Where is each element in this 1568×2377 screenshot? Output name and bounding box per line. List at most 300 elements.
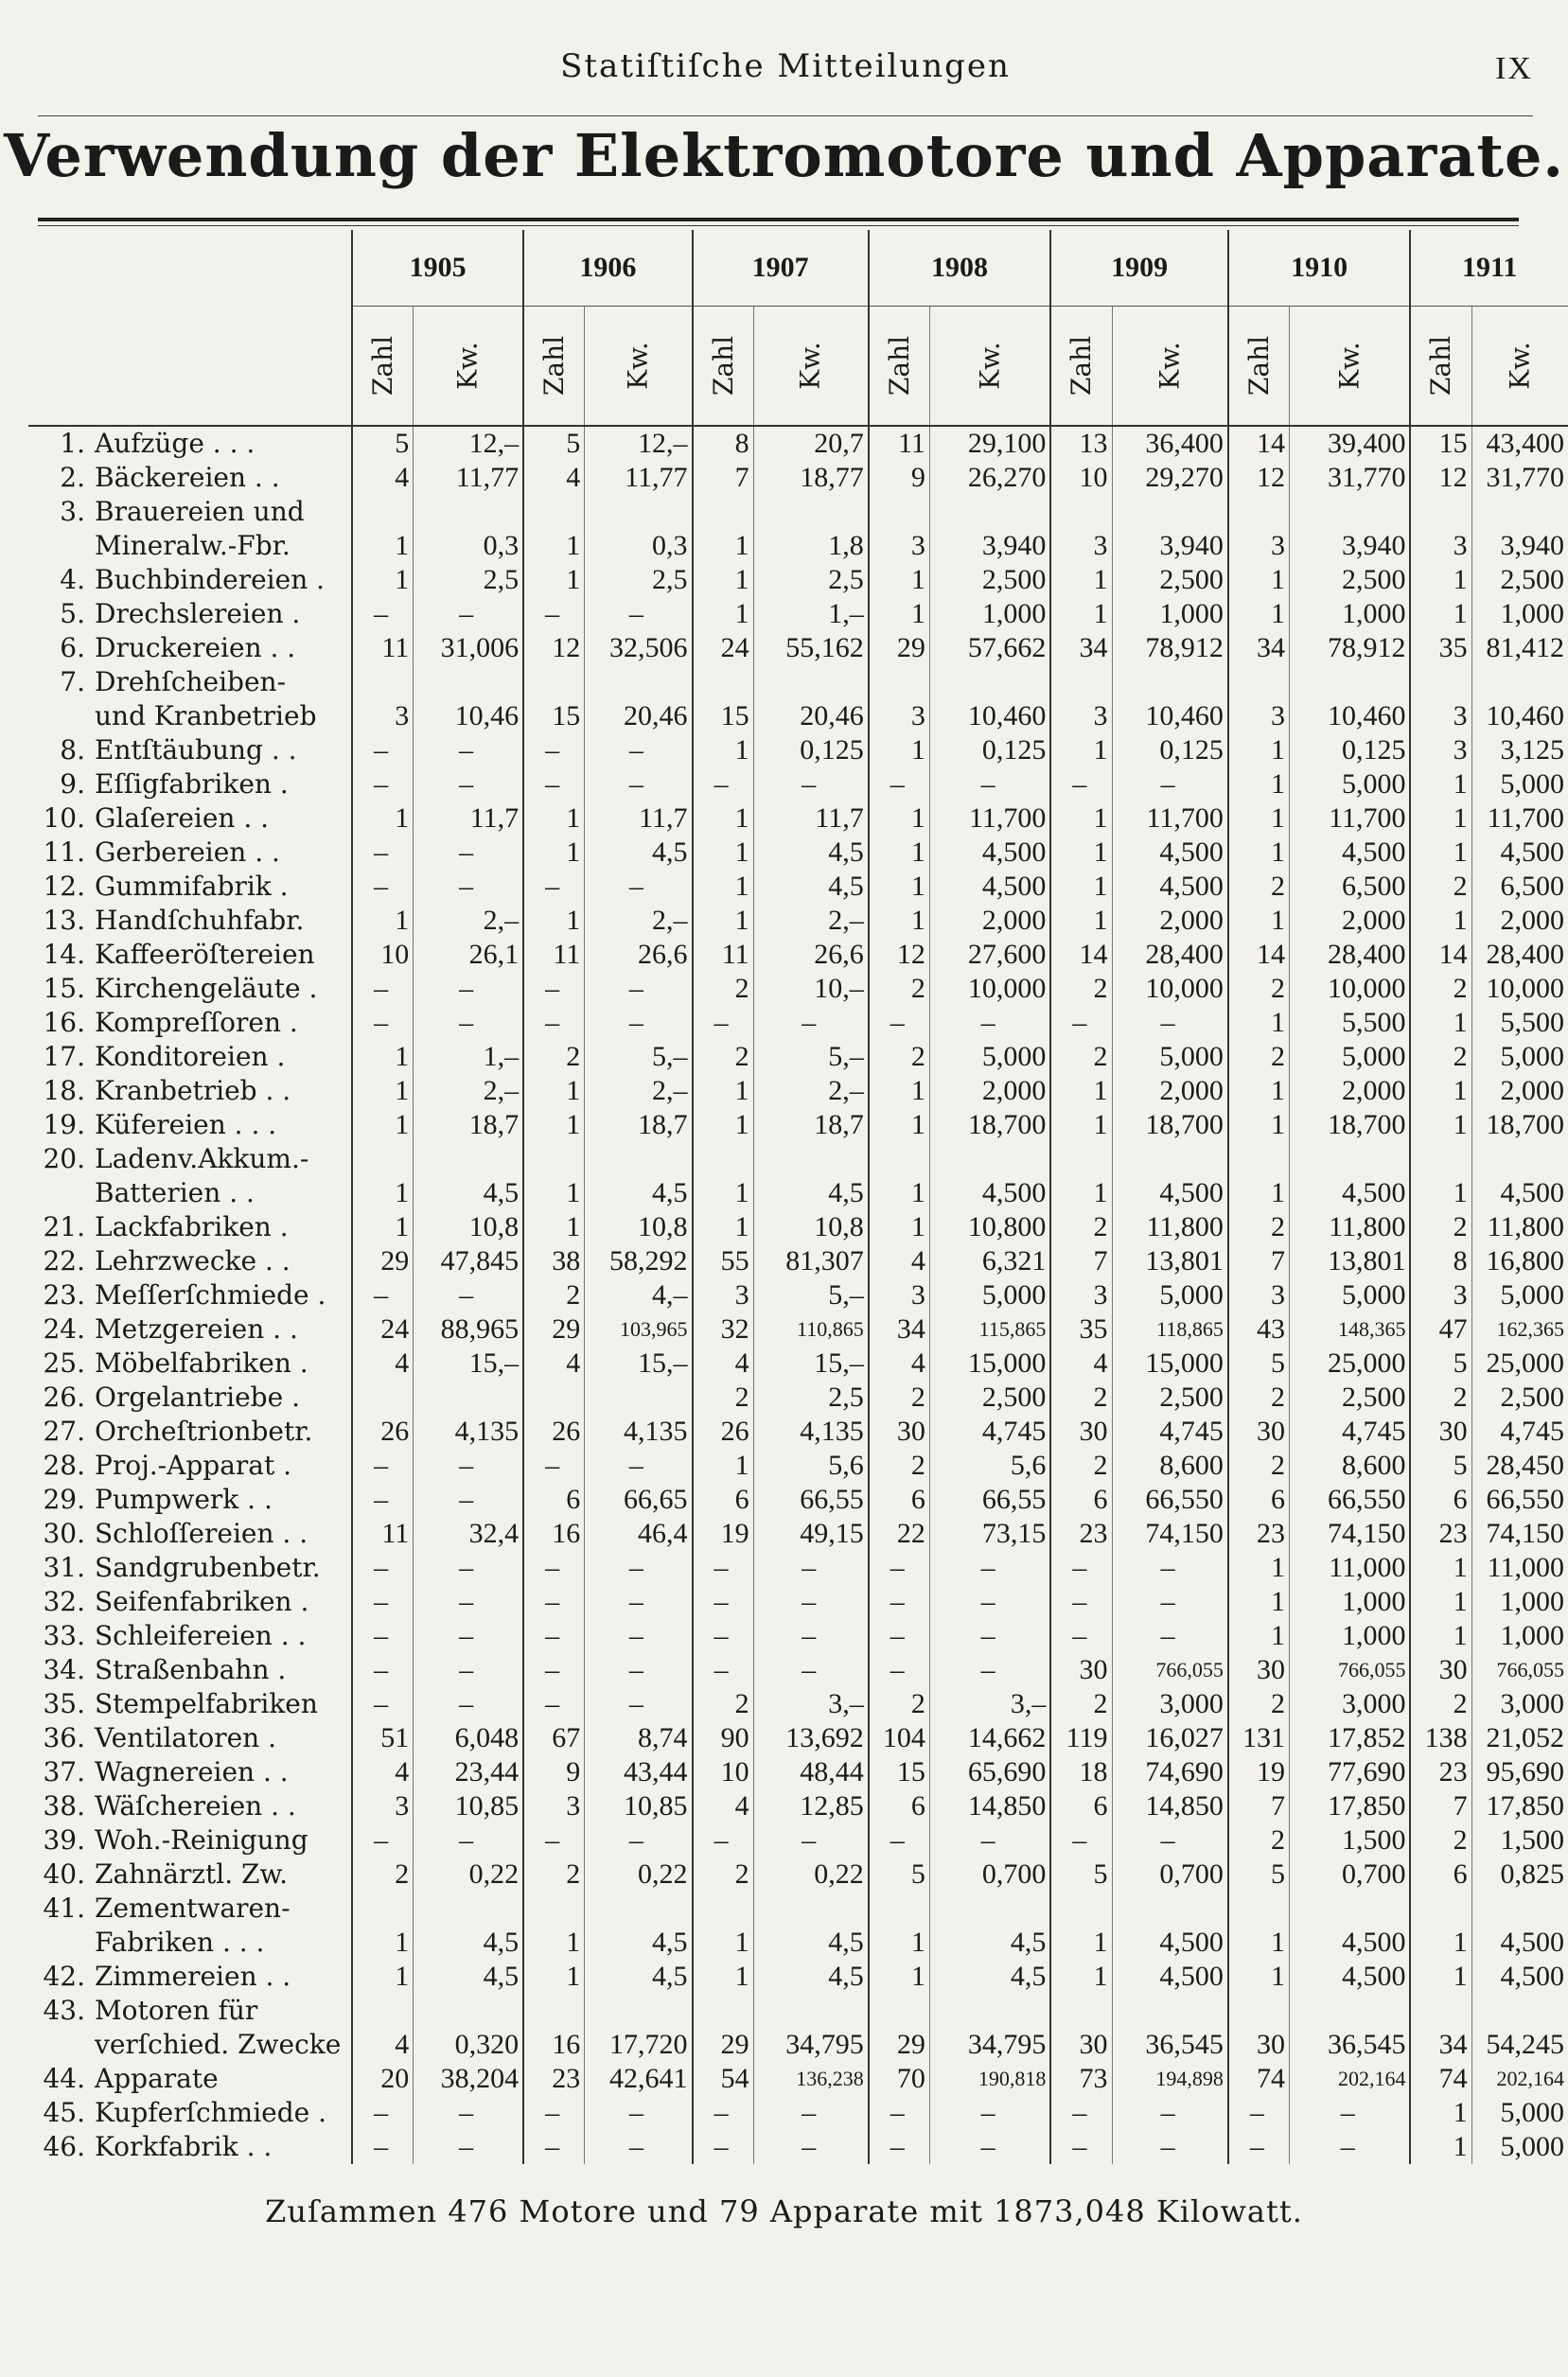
kw-cell: 4,500 xyxy=(1289,836,1410,870)
row-label-cell xyxy=(28,1721,352,1755)
count-cell: – xyxy=(869,1551,930,1585)
count-cell: 15 xyxy=(693,699,754,733)
kw-cell: – xyxy=(414,2096,523,2130)
table-row xyxy=(28,665,1568,699)
page-title: Verwendung der Elektromotore und Apparate. xyxy=(3,121,1564,190)
kw-cell: 17,850 xyxy=(1289,1789,1410,1823)
kw-cell: 4,500 xyxy=(1289,1176,1410,1210)
kw-cell: 10,800 xyxy=(929,1210,1050,1244)
kw-cell: 4,500 xyxy=(1289,1926,1410,1960)
count-cell: 6 xyxy=(693,1483,754,1517)
kw-cell: 2,500 xyxy=(1289,563,1410,597)
kw-cell: 18,7 xyxy=(414,1108,523,1142)
kw-cell: 18,700 xyxy=(1289,1108,1410,1142)
kw-cell xyxy=(1471,1142,1568,1176)
row-label: Woh.-Reinigung xyxy=(95,1824,308,1856)
row-label: Zahnärztl. Zw. xyxy=(95,1858,289,1890)
row-number: 39. xyxy=(43,1824,85,1856)
count-cell: 1 xyxy=(693,1176,754,1210)
row-number: 12. xyxy=(43,871,85,902)
row-label-cell xyxy=(28,2096,352,2130)
count-column-header xyxy=(693,307,754,427)
count-cell: 2 xyxy=(869,972,930,1006)
kw-cell: 766,055 xyxy=(1289,1653,1410,1687)
count-cell: – xyxy=(352,2096,414,2130)
count-cell: 2 xyxy=(693,1687,754,1721)
year-header: 1911 xyxy=(1410,230,1568,307)
kw-cell xyxy=(753,665,869,699)
count-cell: – xyxy=(352,1619,414,1653)
count-cell xyxy=(693,1892,754,1926)
kw-cell: 4,5 xyxy=(414,1960,523,1994)
kw-cell: 21,052 xyxy=(1471,1721,1568,1755)
kw-cell: 66,550 xyxy=(1471,1483,1568,1517)
count-cell: 30 xyxy=(1410,1415,1471,1449)
count-cell: 30 xyxy=(1228,1415,1290,1449)
count-cell: 1 xyxy=(1410,836,1471,870)
kw-cell: 1,000 xyxy=(1289,1585,1410,1619)
kw-cell: 31,770 xyxy=(1471,461,1568,495)
count-cell: 5 xyxy=(523,426,585,461)
count-cell: 1 xyxy=(352,1210,414,1244)
kw-cell: 2,– xyxy=(414,904,523,938)
count-column-header xyxy=(1228,307,1290,427)
count-cell: – xyxy=(523,1687,585,1721)
count-cell: – xyxy=(693,1619,754,1653)
row-label-cell xyxy=(28,972,352,1006)
kw-cell: 6,321 xyxy=(929,1244,1050,1278)
count-cell: 1 xyxy=(1050,733,1112,767)
kw-cell: 4,5 xyxy=(585,1960,693,1994)
kw-cell: 28,450 xyxy=(1471,1449,1568,1483)
row-label: Meſſerſchmiede . xyxy=(95,1279,326,1311)
row-label: und Kranbetrieb xyxy=(95,700,317,731)
kw-cell: – xyxy=(1112,1585,1228,1619)
count-cell xyxy=(1050,1892,1112,1926)
count-cell: 2 xyxy=(693,1381,754,1415)
row-number: 19. xyxy=(43,1109,85,1140)
count-cell: 4 xyxy=(693,1347,754,1381)
count-cell: 1 xyxy=(869,801,930,836)
row-label-cell xyxy=(28,1176,352,1210)
kw-cell: 162,365 xyxy=(1471,1312,1568,1347)
kw-cell: 4,500 xyxy=(1471,1960,1568,1994)
kw-cell: 32,506 xyxy=(585,631,693,665)
count-cell: 2 xyxy=(869,1040,930,1074)
kw-cell: – xyxy=(929,1551,1050,1585)
kw-cell: – xyxy=(585,1619,693,1653)
kw-cell: 5,000 xyxy=(1471,2096,1568,2130)
year-header: 1910 xyxy=(1228,230,1411,307)
kw-column-header xyxy=(1471,307,1568,427)
count-cell: 19 xyxy=(1228,1755,1290,1789)
count-cell: 5 xyxy=(352,426,414,461)
kw-cell: 11,77 xyxy=(585,461,693,495)
count-cell: 19 xyxy=(693,1517,754,1551)
kw-cell: 2,– xyxy=(414,1074,523,1108)
count-cell: – xyxy=(523,1585,585,1619)
kw-cell: 1,8 xyxy=(753,529,869,563)
count-cell: 90 xyxy=(693,1721,754,1755)
count-cell: – xyxy=(352,1687,414,1721)
row-label-cell xyxy=(28,1823,352,1858)
count-cell: 7 xyxy=(1410,1789,1471,1823)
kw-header-label: Kw. xyxy=(795,341,827,390)
table-row xyxy=(28,1006,1568,1040)
count-cell xyxy=(1410,1142,1471,1176)
row-label-cell xyxy=(28,1142,352,1176)
kw-cell: – xyxy=(929,1585,1050,1619)
row-label: verſchied. Zwecke xyxy=(95,2029,342,2060)
kw-cell: 18,77 xyxy=(753,461,869,495)
kw-cell: 15,000 xyxy=(929,1347,1050,1381)
count-cell: 67 xyxy=(523,1721,585,1755)
kw-cell: 2,000 xyxy=(1112,904,1228,938)
kw-column-header xyxy=(414,307,523,427)
count-cell: 1 xyxy=(1050,801,1112,836)
kw-cell: 4,500 xyxy=(929,836,1050,870)
row-label-cell xyxy=(28,1006,352,1040)
row-label-cell xyxy=(28,938,352,972)
kw-cell: – xyxy=(585,1823,693,1858)
kw-cell: 4,5 xyxy=(585,1926,693,1960)
kw-cell: 4,135 xyxy=(585,1415,693,1449)
count-cell xyxy=(523,665,585,699)
kw-cell xyxy=(1289,1994,1410,2028)
kw-cell: 5,000 xyxy=(1471,767,1568,801)
kw-cell: 26,1 xyxy=(414,938,523,972)
count-cell: 29 xyxy=(869,631,930,665)
kw-cell: 136,238 xyxy=(753,2062,869,2096)
row-label: Straßenbahn . xyxy=(95,1654,287,1685)
count-cell: – xyxy=(352,767,414,801)
table-row xyxy=(28,1210,1568,1244)
kw-cell: – xyxy=(929,2096,1050,2130)
row-number: 43. xyxy=(43,1995,85,2026)
count-cell: 1 xyxy=(1410,801,1471,836)
kw-cell: – xyxy=(585,733,693,767)
row-number: 37. xyxy=(43,1756,85,1787)
count-cell: 1 xyxy=(1050,1960,1112,1994)
kw-cell: 10,000 xyxy=(1112,972,1228,1006)
row-label-cell xyxy=(28,1994,352,2028)
year-header: 1909 xyxy=(1050,230,1227,307)
row-number: 10. xyxy=(43,802,85,834)
count-cell: 1 xyxy=(523,563,585,597)
row-number: 7. xyxy=(60,666,85,697)
kw-cell: – xyxy=(585,2096,693,2130)
row-label-cell xyxy=(28,1244,352,1278)
count-cell: 1 xyxy=(1050,563,1112,597)
usage-table xyxy=(28,230,1568,2164)
row-label: Sandgrubenbetr. xyxy=(95,1552,321,1583)
count-cell: 5 xyxy=(1228,1858,1290,1892)
table-row xyxy=(28,2096,1568,2130)
kw-cell: 10,000 xyxy=(1471,972,1568,1006)
kw-cell: 1,000 xyxy=(1471,1585,1568,1619)
row-number: 44. xyxy=(43,2063,85,2094)
table-row xyxy=(28,1858,1568,1892)
count-cell: 1 xyxy=(869,733,930,767)
count-cell: 1 xyxy=(352,529,414,563)
count-cell: 1 xyxy=(1410,1960,1471,1994)
kw-cell: 74,150 xyxy=(1112,1517,1228,1551)
row-label: Buchbindereien . xyxy=(95,564,326,595)
count-cell: 15 xyxy=(869,1755,930,1789)
count-cell xyxy=(352,665,414,699)
count-cell: 1 xyxy=(1228,1074,1290,1108)
count-cell: – xyxy=(523,1449,585,1483)
count-cell: 1 xyxy=(869,597,930,631)
count-cell xyxy=(869,1994,930,2028)
row-label-cell xyxy=(28,597,352,631)
kw-cell: – xyxy=(585,1006,693,1040)
kw-cell: 4,500 xyxy=(1112,1926,1228,1960)
row-label-cell xyxy=(28,1415,352,1449)
row-number: 32. xyxy=(43,1586,85,1617)
kw-cell: 3,125 xyxy=(1471,733,1568,767)
kw-cell xyxy=(585,1142,693,1176)
row-number: 41. xyxy=(43,1893,85,1924)
kw-cell: – xyxy=(414,1449,523,1483)
kw-cell: 4,500 xyxy=(1471,1176,1568,1210)
count-cell: 1 xyxy=(693,870,754,904)
count-cell: 1 xyxy=(1410,597,1471,631)
count-cell: 1 xyxy=(1410,1074,1471,1108)
kw-cell xyxy=(753,495,869,529)
row-number: 36. xyxy=(43,1722,85,1753)
count-column-header xyxy=(1410,307,1471,427)
row-number: 3. xyxy=(60,496,85,527)
table-row xyxy=(28,1449,1568,1483)
kw-cell: 0,3 xyxy=(585,529,693,563)
row-label-cell xyxy=(28,1892,352,1926)
count-cell: – xyxy=(869,2130,930,2164)
count-cell: – xyxy=(693,2130,754,2164)
count-cell: 2 xyxy=(1228,1687,1290,1721)
row-label-cell xyxy=(28,631,352,665)
row-number: 31. xyxy=(43,1552,85,1583)
count-cell: 1 xyxy=(1050,836,1112,870)
row-label: Fabriken . . . xyxy=(95,1927,265,1958)
row-label: Seifenfabriken . xyxy=(95,1586,309,1617)
kw-cell: 2,5 xyxy=(753,563,869,597)
count-cell: – xyxy=(869,1653,930,1687)
count-cell: 2 xyxy=(693,972,754,1006)
kw-cell: 15,– xyxy=(585,1347,693,1381)
kw-cell xyxy=(1471,495,1568,529)
row-label: Batterien . . xyxy=(95,1177,255,1208)
kw-cell: 29,270 xyxy=(1112,461,1228,495)
kw-cell: 4,5 xyxy=(753,836,869,870)
count-cell: 5 xyxy=(1410,1347,1471,1381)
kw-cell: 26,6 xyxy=(753,938,869,972)
count-cell: 3 xyxy=(1050,529,1112,563)
count-cell: 3 xyxy=(693,1278,754,1312)
kw-cell: 11,800 xyxy=(1112,1210,1228,1244)
count-cell: 1 xyxy=(1228,904,1290,938)
kw-cell: 4,500 xyxy=(1471,836,1568,870)
row-label-cell xyxy=(28,495,352,529)
row-label-cell xyxy=(28,1789,352,1823)
kw-cell xyxy=(929,1892,1050,1926)
kw-cell: 10,85 xyxy=(585,1789,693,1823)
count-cell: 2 xyxy=(1050,1381,1112,1415)
kw-cell: 2,000 xyxy=(929,1074,1050,1108)
count-cell: – xyxy=(523,767,585,801)
row-label: Kranbetrieb . . xyxy=(95,1075,291,1106)
count-cell: 43 xyxy=(1228,1312,1290,1347)
kw-cell: 3,000 xyxy=(1289,1687,1410,1721)
row-label-cell xyxy=(28,1926,352,1960)
count-cell: 7 xyxy=(693,461,754,495)
count-cell: 6 xyxy=(1050,1789,1112,1823)
count-cell: 1 xyxy=(1228,1108,1290,1142)
count-cell: 30 xyxy=(1050,1653,1112,1687)
row-number: 28. xyxy=(43,1450,85,1481)
kw-cell: 18,700 xyxy=(1112,1108,1228,1142)
count-cell: 2 xyxy=(1228,1449,1290,1483)
count-cell: 1 xyxy=(1410,1585,1471,1619)
row-label-cell xyxy=(28,2028,352,2062)
kw-cell: 46,4 xyxy=(585,1517,693,1551)
table-row xyxy=(28,1551,1568,1585)
kw-cell: 10,460 xyxy=(1471,699,1568,733)
table-row xyxy=(28,1074,1568,1108)
count-cell: 1 xyxy=(1050,1926,1112,1960)
count-cell xyxy=(352,1381,414,1415)
count-cell: 2 xyxy=(1410,972,1471,1006)
count-cell: 1 xyxy=(523,1960,585,1994)
kw-cell: 0,320 xyxy=(414,2028,523,2062)
kw-cell: 49,15 xyxy=(753,1517,869,1551)
count-cell: 3 xyxy=(1050,699,1112,733)
row-number: 6. xyxy=(60,632,85,663)
count-cell: 11 xyxy=(869,426,930,461)
kw-cell: – xyxy=(1112,1551,1228,1585)
row-label: Kirchengeläute . xyxy=(95,973,318,1004)
row-label-cell xyxy=(28,1858,352,1892)
row-label: Küfereien . . . xyxy=(95,1109,277,1140)
kw-cell xyxy=(1289,1892,1410,1926)
row-label-cell xyxy=(28,1687,352,1721)
kw-cell: 3,000 xyxy=(1112,1687,1228,1721)
kw-cell: 28,400 xyxy=(1471,938,1568,972)
count-cell: 1 xyxy=(693,1210,754,1244)
kw-cell: 8,600 xyxy=(1112,1449,1228,1483)
kw-cell: – xyxy=(414,1823,523,1858)
count-cell: – xyxy=(352,870,414,904)
row-number: 8. xyxy=(60,734,85,766)
kw-cell xyxy=(1289,665,1410,699)
kw-cell xyxy=(414,1381,523,1415)
count-cell: 9 xyxy=(869,461,930,495)
kw-cell: 43,400 xyxy=(1471,426,1568,461)
count-cell: 15 xyxy=(1410,426,1471,461)
kw-cell: 0,700 xyxy=(1289,1858,1410,1892)
kw-cell xyxy=(1112,495,1228,529)
count-cell: – xyxy=(693,1006,754,1040)
count-header-label: Zahl xyxy=(1242,335,1275,396)
kw-cell: 81,412 xyxy=(1471,631,1568,665)
count-cell: 23 xyxy=(1050,1517,1112,1551)
kw-cell: – xyxy=(414,597,523,631)
kw-cell: – xyxy=(753,767,869,801)
kw-cell: 110,865 xyxy=(753,1312,869,1347)
count-cell: 4 xyxy=(869,1244,930,1278)
count-cell: 35 xyxy=(1050,1312,1112,1347)
count-cell: 30 xyxy=(1410,1653,1471,1687)
count-cell: 12 xyxy=(523,631,585,665)
row-label: Korkfabrik . . xyxy=(95,2131,273,2162)
kw-cell: 2,000 xyxy=(1471,1074,1568,1108)
count-cell: – xyxy=(352,1278,414,1312)
table-row xyxy=(28,426,1568,461)
count-cell: 1 xyxy=(1228,1960,1290,1994)
count-cell: 1 xyxy=(1410,1551,1471,1585)
count-cell: 1 xyxy=(869,870,930,904)
kw-cell: 0,22 xyxy=(753,1858,869,1892)
count-column-header xyxy=(869,307,930,427)
count-cell: 1 xyxy=(523,904,585,938)
kw-cell: 0,125 xyxy=(753,733,869,767)
count-cell: 4 xyxy=(352,461,414,495)
kw-cell: 47,845 xyxy=(414,1244,523,1278)
year-header: 1908 xyxy=(869,230,1051,307)
table-row xyxy=(28,1381,1568,1415)
row-label: Druckereien . . xyxy=(95,632,296,663)
count-header-label: Zahl xyxy=(1066,335,1098,396)
kw-header-label: Kw. xyxy=(974,341,1006,390)
kw-cell: 55,162 xyxy=(753,631,869,665)
count-cell: 38 xyxy=(523,1244,585,1278)
count-cell: 1 xyxy=(1228,836,1290,870)
count-cell: 1 xyxy=(523,801,585,836)
kw-cell: 4,500 xyxy=(1112,1960,1228,1994)
table-row xyxy=(28,767,1568,801)
kw-cell: 0,825 xyxy=(1471,1858,1568,1892)
count-cell: 3 xyxy=(352,1789,414,1823)
row-number: 25. xyxy=(43,1347,85,1379)
count-cell: 1 xyxy=(869,1108,930,1142)
kw-cell: 18,700 xyxy=(1471,1108,1568,1142)
count-cell: 2 xyxy=(1410,1210,1471,1244)
count-cell: 1 xyxy=(352,1040,414,1074)
count-cell: 35 xyxy=(1410,631,1471,665)
kw-cell: 4,500 xyxy=(1471,1926,1568,1960)
row-number: 23. xyxy=(43,1279,85,1311)
count-cell: – xyxy=(1228,2096,1290,2130)
kw-header-label: Kw. xyxy=(622,341,654,390)
count-cell: 4 xyxy=(693,1789,754,1823)
kw-cell: 10,000 xyxy=(1289,972,1410,1006)
kw-cell: 2,500 xyxy=(1112,1381,1228,1415)
count-cell: 1 xyxy=(1410,1006,1471,1040)
row-number: 34. xyxy=(43,1654,85,1685)
kw-cell: 31,770 xyxy=(1289,461,1410,495)
kw-cell: 4,745 xyxy=(1289,1415,1410,1449)
table-row xyxy=(28,699,1568,733)
count-cell: – xyxy=(352,836,414,870)
row-label-cell xyxy=(28,870,352,904)
count-cell: 29 xyxy=(869,2028,930,2062)
table-row xyxy=(28,1278,1568,1312)
kw-cell: 28,400 xyxy=(1289,938,1410,972)
count-cell: 2 xyxy=(869,1449,930,1483)
count-header-label: Zahl xyxy=(1425,335,1457,396)
kw-cell: 38,204 xyxy=(414,2062,523,2096)
count-cell: – xyxy=(523,972,585,1006)
